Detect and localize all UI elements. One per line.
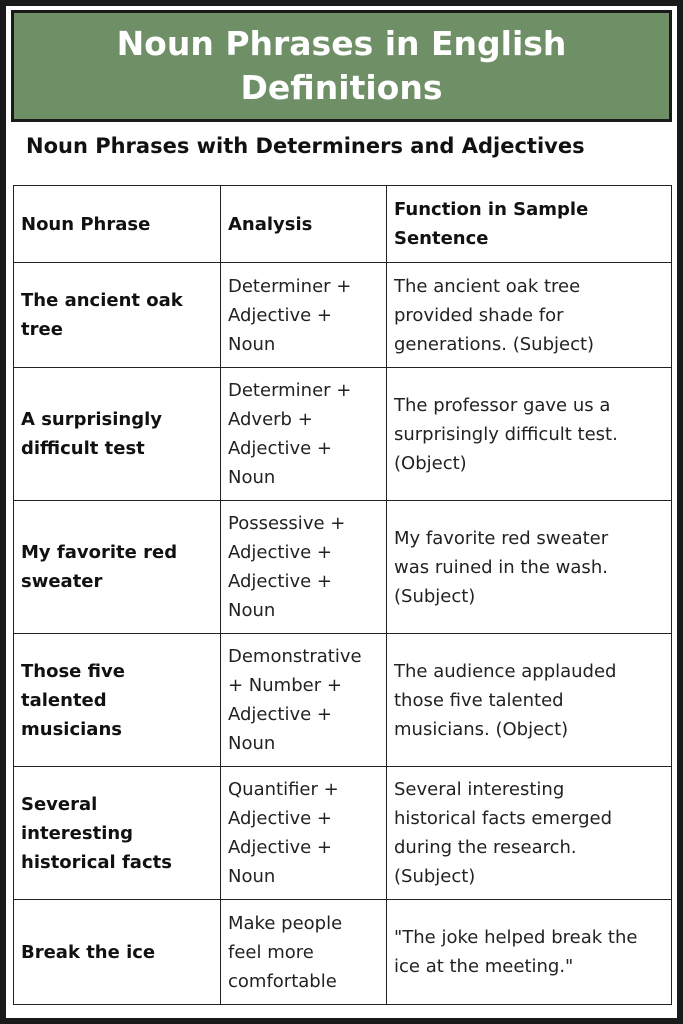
cell-function-line: during the research. (394, 837, 577, 858)
cell-phrase-line: Those five (21, 660, 125, 682)
cell-function (387, 263, 672, 368)
cell-phrase-line: Break the ice (21, 941, 156, 963)
column-header-function (387, 186, 672, 263)
cell-phrase-line: talented (21, 689, 107, 711)
cell-phrase-line: musicians (21, 718, 122, 740)
cell-function-line: "The joke helped break the (394, 927, 638, 948)
cell-analysis-line: Noun (228, 600, 276, 621)
column-header-function-line: Function in Sample (394, 199, 589, 220)
table-header-row (14, 186, 672, 263)
table-row (14, 368, 672, 501)
cell-analysis-line: Adverb + (228, 409, 313, 430)
cell-analysis (221, 767, 387, 900)
cell-analysis (221, 368, 387, 501)
cell-analysis-line: Noun (228, 333, 276, 355)
cell-function-line: surprisingly difficult test. (394, 423, 618, 445)
cell-analysis-line: feel more (228, 941, 314, 963)
cell-function-line: those five talented (394, 689, 564, 711)
cell-analysis-line: Determiner + (228, 380, 352, 401)
cell-phrase-line: A surprisingly (21, 409, 163, 430)
cell-function-line: historical facts emerged (394, 808, 613, 829)
cell-phrase-line: difficult test (21, 438, 145, 459)
cell-phrase-line: tree (21, 319, 63, 340)
cell-analysis-line: Adjective + (228, 438, 332, 459)
cell-function (387, 501, 672, 634)
cell-analysis-line: Adjective + (228, 808, 332, 829)
cell-function-line: (Object) (394, 452, 467, 474)
cell-phrase (14, 501, 221, 634)
table-row (14, 900, 672, 1005)
cell-analysis-line: Adjective + (228, 542, 332, 563)
page-title-line-1: Noun Phrases in English (116, 24, 567, 63)
cell-phrase (14, 368, 221, 501)
cell-analysis-line: + Number + (228, 675, 342, 696)
cell-analysis-line: Noun (228, 866, 276, 887)
cell-function-line: My favorite red sweater (394, 527, 609, 549)
cell-function-line: (Subject) (394, 585, 476, 607)
cell-analysis-line: Demonstrative (228, 646, 362, 667)
cell-analysis-line: Make people (228, 912, 343, 934)
cell-analysis (221, 900, 387, 1005)
cell-function-line: musicians. (Object) (394, 718, 569, 740)
cell-function-line: The ancient oak tree (394, 275, 581, 297)
page-title-line-2: Definitions (240, 68, 443, 107)
cell-function-line: The professor gave us a (394, 394, 611, 416)
cell-function (387, 900, 672, 1005)
column-header-analysis: Analysis (221, 186, 387, 263)
cell-phrase (14, 634, 221, 767)
cell-phrase-line: Several (21, 793, 98, 815)
cell-function-line: generations. (Subject) (394, 333, 595, 355)
noun-phrase-table (13, 185, 672, 1005)
cell-phrase-line: interesting (21, 822, 134, 844)
cell-analysis-line: Noun (228, 733, 276, 754)
cell-function-line: The audience applauded (394, 660, 617, 682)
table-row (14, 501, 672, 634)
column-header-function-line: Sentence (394, 228, 489, 249)
cell-phrase-line: The ancient oak (21, 290, 183, 311)
cell-analysis-line: Adjective + (228, 704, 332, 725)
cell-function-line: was ruined in the wash. (394, 556, 608, 578)
table-row (14, 634, 672, 767)
cell-analysis (221, 501, 387, 634)
cell-analysis-line: Determiner + (228, 275, 352, 297)
column-header-noun-phrase: Noun Phrase (14, 186, 221, 263)
cell-function-line: Several interesting (394, 779, 565, 800)
cell-function-line: ice at the meeting." (394, 956, 574, 977)
cell-phrase-line: My favorite red (21, 542, 178, 563)
cell-phrase (14, 767, 221, 900)
cell-function (387, 634, 672, 767)
cell-analysis-line: Quantifier + (228, 779, 339, 800)
cell-analysis-line: Possessive + (228, 513, 346, 534)
cell-analysis-line: Adjective + (228, 837, 332, 858)
cell-analysis-line: Noun (228, 467, 276, 488)
cell-function (387, 368, 672, 501)
cell-function-line: (Subject) (394, 866, 476, 887)
cell-analysis-line: Adjective + (228, 571, 332, 592)
cell-analysis (221, 263, 387, 368)
cell-phrase (14, 900, 221, 1005)
cell-analysis-line: Adjective + (228, 304, 332, 326)
cell-analysis (221, 634, 387, 767)
table-row (14, 767, 672, 900)
cell-analysis-line: comfortable (228, 970, 337, 992)
cell-function-line: provided shade for (394, 304, 564, 326)
table-row (14, 263, 672, 368)
cell-function (387, 767, 672, 900)
cell-phrase-line: sweater (21, 571, 103, 592)
cell-phrase-line: historical facts (21, 851, 172, 873)
cell-phrase (14, 263, 221, 368)
section-heading: Noun Phrases with Determiners and Adjectives (26, 134, 585, 158)
title-banner (11, 10, 672, 122)
